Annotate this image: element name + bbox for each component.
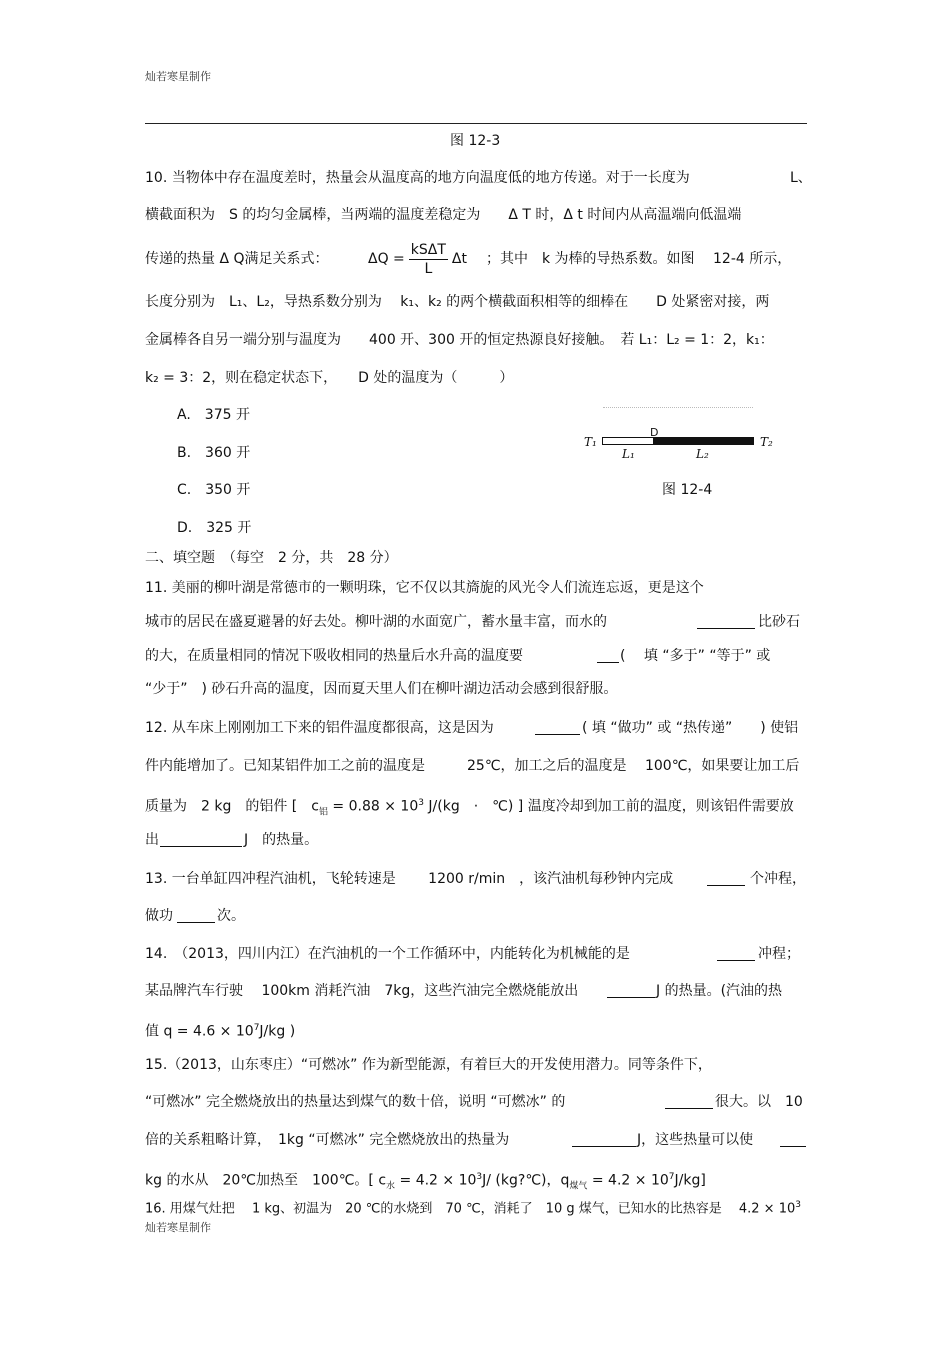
label-l2: L₂ [696, 447, 709, 461]
q12-line-4-end: J 的热量。 [244, 832, 319, 848]
q10-line-6: k₂ = 3：2，则在稳定状态下， D 处的温度为（ ） [145, 370, 514, 386]
q11-line-3: 的大，在质量相同的情况下吸收相同的热量后水升高的温度要 [145, 648, 523, 664]
q10-line-3: 传递的热量 Δ Q满足关系式： [145, 251, 329, 267]
q12-line-3-part-3: J/(kg · ℃) ] 温度冷却到加工前的温度，则该铝件需要放 [423, 798, 794, 815]
q10-option-a: A. 375 开 [177, 407, 250, 423]
q14-line-3-part-1: 值 q = 4.6 × 10 [145, 1023, 254, 1040]
q14-line-1: 14. （2013，四川内江）在汽油机的一个工作循环中，内能转化为机械能的是 [145, 946, 630, 962]
label-t1: T₁ [584, 435, 597, 449]
heat-equation [368, 237, 467, 281]
q12-line-4: 出 [145, 832, 159, 848]
equation-rhs: Δt [451, 251, 467, 267]
q13-blank-2[interactable] [177, 908, 215, 923]
q12-blank-1[interactable] [535, 720, 580, 735]
superscript-3: 3 [476, 1172, 483, 1182]
q10-line-5: 金属棒各自另一端分别与温度为 400 开、300 开的恒定热源良好接触。 若 L₁：L₂ = 1：2，k₁： [145, 332, 774, 348]
q10-line-1: 10. 当物体中存在温度差时，热量会从温度高的地方向温度低的地方传递。对于一长度为 [145, 170, 690, 186]
q11-blank-1[interactable] [697, 614, 755, 629]
q14-blank-2[interactable] [607, 983, 655, 998]
q14-line-1-end: 冲程； [758, 946, 800, 962]
subscript-water: 水 [386, 1181, 396, 1192]
q11-blank-2[interactable] [597, 648, 619, 663]
q10-line-4: 长度分别为 L₁、L₂，导热系数分别为 k₁、k₂ 的两个横截面积相等的细棒在 D 处紧密对接，两 [145, 294, 770, 310]
q10-option-b: B. 360 开 [177, 445, 251, 461]
q11-line-3-end: ( 填 “多于” “等于” 或 [620, 648, 771, 664]
q15-line-1: 15.（2013，山东枣庄）“可燃冰” 作为新型能源，有着巨大的开发使用潜力。同等条件下， [145, 1057, 712, 1073]
q16-line-1 [145, 1195, 801, 1219]
header-rule [145, 123, 807, 124]
q15-blank-2[interactable] [572, 1132, 636, 1147]
q15-line-2-end: 很大。以 10 [715, 1094, 803, 1110]
q13-line-1-end: 个冲程， [750, 871, 806, 887]
q15-line-4-part-1: kg 的水从 20℃加热至 100℃。[ c [145, 1172, 387, 1189]
section-title: 二、填空题 （每空 2 分，共 28 分） [145, 550, 398, 566]
equation-fraction [409, 241, 448, 278]
superscript-3: 3 [418, 798, 424, 808]
q12-line-3 [145, 793, 794, 822]
superscript-3: 3 [795, 1200, 801, 1210]
page-footer: 灿若寒星制作 [145, 1221, 211, 1234]
label-l1: L₁ [622, 447, 635, 461]
q14-line-3 [145, 1018, 295, 1042]
q11-line-2-end: 比砂石 [758, 614, 800, 630]
rod-l1 [602, 437, 654, 445]
q13-line-1: 13. 一台单缸四冲程汽油机，飞轮转速是 1200 r/min ，该汽油机每秒钟内完成 [145, 871, 674, 887]
q15-line-3-end: J，这些热量可以使 [637, 1132, 754, 1148]
subscript-gas: 煤气 [569, 1181, 588, 1192]
equation-numerator: kSΔT [410, 241, 446, 258]
q14-line-3-part-2: J/kg ) [259, 1023, 296, 1040]
figure-12-3-caption: 图 12-3 [450, 133, 501, 149]
q12-line-1: 12. 从车床上刚刚加工下来的铝件温度都很高，这是因为 [145, 720, 494, 736]
superscript-7: 7 [668, 1172, 675, 1182]
q12-line-2: 件内能增加了。已知某铝件加工之前的温度是 25℃，加工之后的温度是 100℃，如果要让加工后 [145, 758, 800, 774]
q12-blank-2[interactable] [160, 832, 242, 847]
q12-line-3-part-2: = 0.88 × 10 [327, 798, 419, 815]
q14-line-2: 某品牌汽车行驶 100km 消耗汽油 7kg，这些汽油完全燃烧能放出 [145, 983, 579, 999]
rod-l2 [653, 437, 754, 445]
q13-line-2-end: 次。 [217, 908, 245, 924]
figure-12-4-caption: 图 12-4 [662, 482, 713, 498]
q11-line-4: “少于” ) 砂石升高的温度，因而夏天里人们在柳叶湖边活动会感到很舒服。 [145, 681, 618, 697]
q13-blank-1[interactable] [707, 871, 745, 886]
label-t2: T₂ [760, 435, 773, 449]
q15-blank-3[interactable] [780, 1132, 806, 1147]
q15-blank-1[interactable] [665, 1094, 713, 1109]
q15-line-4 [145, 1167, 706, 1196]
q13-line-2: 做功 [145, 908, 173, 924]
q16-line-1-text: 16. 用煤气灶把 1 kg、初温为 20 ℃的水烧到 70 ℃，消耗了 10 g 煤气，已知水的比热容是 4.2 × 10 [145, 1201, 796, 1217]
figure-12-4 [580, 405, 780, 463]
q15-line-3: 倍的关系粗略计算， 1kg “可燃冰” 完全燃烧放出的热量为 [145, 1132, 510, 1148]
q10-line-2: 横截面积为 S 的均匀金属棒，当两端的温度差稳定为 Δ T 时，Δ t 时间内从高温端向低温端 [145, 207, 742, 223]
q12-line-1-end: ( 填 “做功” 或 “热传递” ) 使铝 [582, 720, 799, 736]
label-d: D [650, 426, 659, 439]
q14-blank-1[interactable] [717, 946, 755, 961]
q15-line-4-part-5: J/kg] [674, 1172, 706, 1189]
q15-line-4-part-3: J/ (kg?℃)，q [482, 1172, 570, 1189]
q15-line-2: “可燃冰” 完全燃烧放出的热量达到煤气的数十倍，说明 “可燃冰” 的 [145, 1094, 566, 1110]
q15-line-4-part-4: = 4.2 × 10 [587, 1172, 669, 1189]
q10-line-3-end: ；其中 k 为棒的导热系数。如图 12-4 所示， [486, 251, 792, 267]
figure-top-guide [603, 407, 753, 408]
equation-lhs: ΔQ = [368, 251, 405, 267]
q15-line-4-part-2: = 4.2 × 10 [395, 1172, 477, 1189]
q11-line-2: 城市的居民在盛夏避暑的好去处。柳叶湖的水面宽广，蓄水量丰富，而水的 [145, 614, 607, 630]
q10-line-1-end: L、 [790, 170, 812, 186]
q10-option-c: C. 350 开 [177, 482, 251, 498]
page-header: 灿若寒星制作 [145, 70, 211, 83]
q10-option-d: D. 325 开 [177, 520, 252, 536]
q14-line-2-end: J 的热量。(汽油的热 [656, 983, 783, 999]
superscript-7: 7 [253, 1023, 260, 1033]
equation-denominator: L [424, 260, 433, 277]
subscript-aluminum: 铝 [318, 807, 328, 818]
q12-line-3-part-1: 质量为 2 kg 的铝件 [ c [145, 798, 319, 815]
q11-line-1: 11. 美丽的柳叶湖是常德市的一颗明珠，它不仅以其旖旎的风光令人们流连忘返，更是这个 [145, 580, 704, 596]
